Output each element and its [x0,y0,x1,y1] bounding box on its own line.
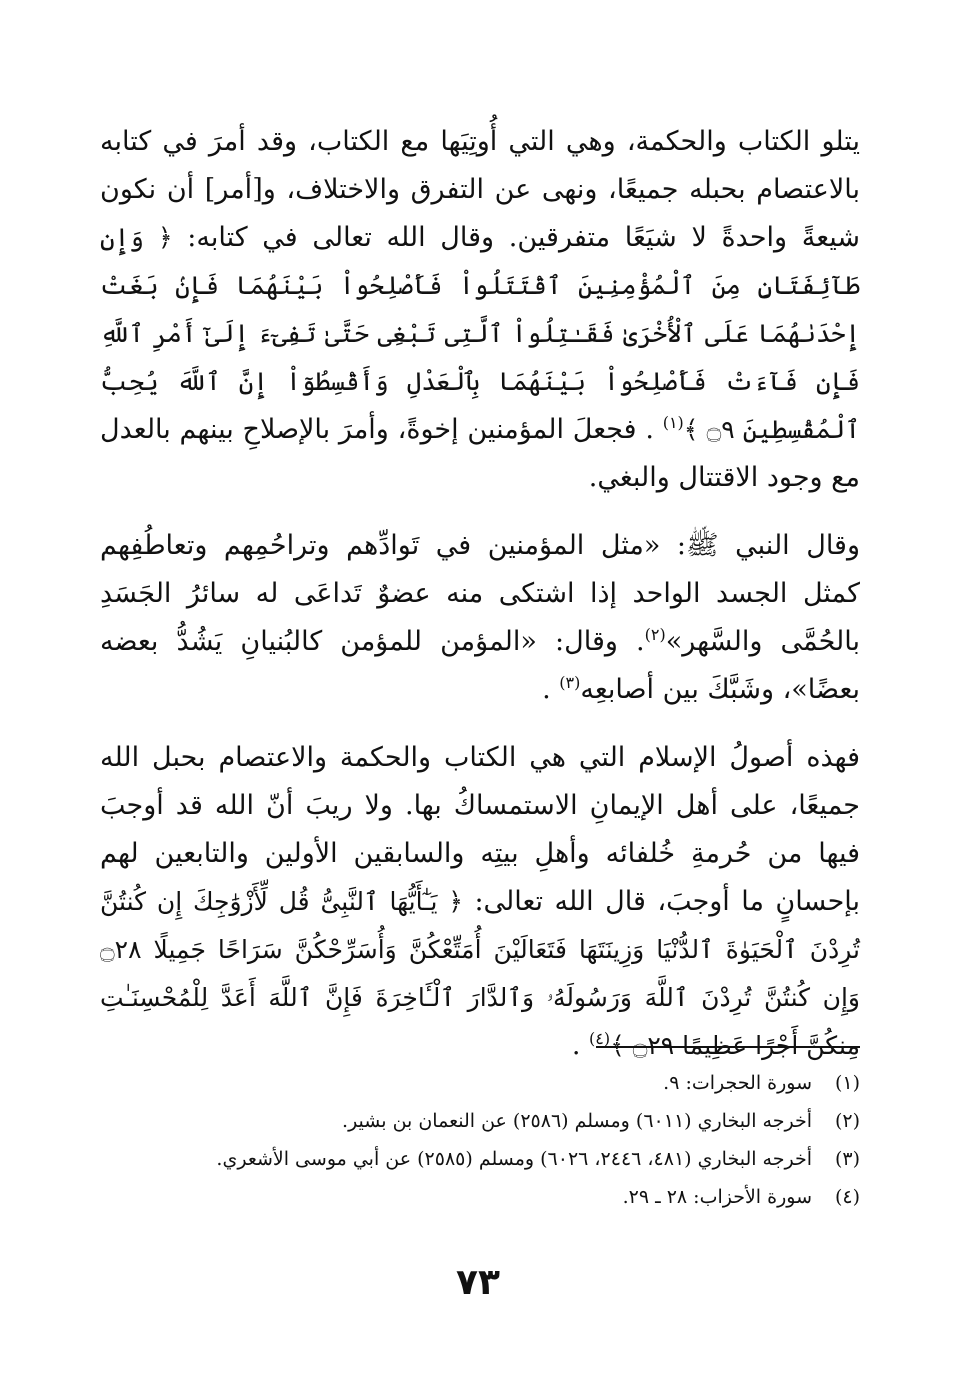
footnote-text: سورة الأحزاب: ٢٨ ـ ٢٩. [622,1186,812,1208]
footnote-item [100,1102,860,1140]
footnote-divider [596,1046,860,1048]
paragraph-3-text: فهذه أصولُ الإسلام التي هي الكتاب والحكمة والاعتصام بحبل الله جميعًا، على أهل الإيمانِ الاستمساكُ بها. ولا ريبَ أنّ الله قد أوجبَ فيها من حُرمةِ خُلفائه وأهلِ بيتِه والسابقين الأولين والتابعين لهم بإحسانٍ ما أوجبَ، قال الله تعالى: [100,742,861,917]
footnote-number: (١) [834,1072,860,1094]
footnote-text: أخرجه البخاري (٦٠١١) ومسلم (٢٥٨٦) عن النعمان بن بشير. [342,1110,812,1132]
footnotes-list [100,1064,860,1216]
footnote-ref-1[interactable]: (١) [662,413,684,432]
paragraph-2-mid: . وقال: «المؤمن للمؤمن كالبُنيانِ يَشُدُّ بعضه بعضًا»، وشَبَّكَ بين أصابعِه [100,626,860,705]
paragraph-2-end: . [542,674,560,705]
footnote-number: (٤) [834,1186,860,1208]
footnote-number: (٣) [834,1148,860,1170]
page-number: ٧٣ [456,1262,500,1303]
paragraph-1-after: . فجعلَ المؤمنين إخوةً، وأمرَ بالإصلاحِ بينهم بالعدل مع وجود الاقتتال والبغي. [100,414,860,493]
footnote-ref-3[interactable]: (٣) [559,673,581,692]
footnote-item [100,1064,860,1102]
paragraph-3 [100,734,860,1070]
footnote-ref-4[interactable]: (٤) [588,1029,611,1048]
quran-verse-ahzab: ﴿ يَـٰٓأَيُّهَا ٱلنَّبِىُّ قُل لِّأَزْوَٰجِكَ إِن كُنتُنَّ تُرِدْنَ ٱلْحَيَوٰةَ ٱلدُّنْيَا وَزِينَتَهَا فَتَعَالَيْنَ أُمَتِّعْكُنَّ وَأُسَرِّحْكُنَّ سَرَاحًا جَمِيلًا ۝٢٨ وَإِن كُنتُنَّ تُرِدْنَ ٱللَّهَ وَرَسُولَهُۥ وَٱلدَّارَ ٱلْـَٔاخِرَةَ فَإِنَّ ٱللَّهَ أَعَدَّ لِلْمُحْسِنَـٰتِ مِنكُنَّ أَجْرًا عَظِيمًا ۝٢٩ ﴾ [100,887,860,1060]
footnote-item [100,1178,860,1216]
paragraph-1 [100,118,860,502]
footnote-item [100,1140,860,1178]
paragraph-2 [100,522,860,714]
footnote-number: (٢) [834,1110,860,1132]
footnote-text: أخرجه البخاري (٤٨١، ٢٤٤٦، ٦٠٢٦) ومسلم (٢٥٨٥) عن أبي موسى الأشعري. [216,1148,812,1170]
footnote-text: سورة الحجرات: ٩. [663,1072,812,1094]
page-body [100,118,860,1090]
paragraph-1-text: يتلو الكتاب والحكمة، وهي التي أُوتِيَها مع الكتاب، وقد أمرَ في كتابه بالاعتصام بحبله جميعًا، ونهى عن التفرق والاختلاف، و[أمر] أن نكون شيعةً واحدةً لا شيَعًا متفرقين. وقال الله تعالى في كتابه: [100,126,860,253]
paragraph-3-end: . [571,1030,589,1061]
quran-verse-hujurat: ﴿ وَإِن طَآئِفَتَانِ مِنَ ٱلْمُؤْمِنِينَ ٱقْتَتَلُواْ فَأَصْلِحُواْ بَيْنَهُمَا فَإِنۢ بَغَتْ إِحْدَىٰهُمَا عَلَى ٱلْأُخْرَىٰ فَقَـٰتِلُواْ ٱلَّتِى تَبْغِى حَتَّىٰ تَفِىٓءَ إِلَىٰٓ أَمْرِ ٱللَّهِ فَإِن فَآءَتْ فَأَصْلِحُواْ بَيْنَهُمَا بِٱلْعَدْلِ وَأَقْسِطُوٓاْ إِنَّ ٱللَّهَ يُحِبُّ ٱلْمُقْسِطِينَ ۝٩ ﴾ [100,223,860,444]
footnote-ref-2[interactable]: (٢) [644,625,666,644]
paragraph-2-text: وقال النبي ﷺ: «مثل المؤمنين في تَوادِّهم وتراحُمِهم وتعاطُفِهم كمثل الجسد الواحد إذا اشتكى منه عضوٌ تَداعَى له سائرُ الجَسَدِ بالحُمَّى والسَّهر» [100,530,861,657]
